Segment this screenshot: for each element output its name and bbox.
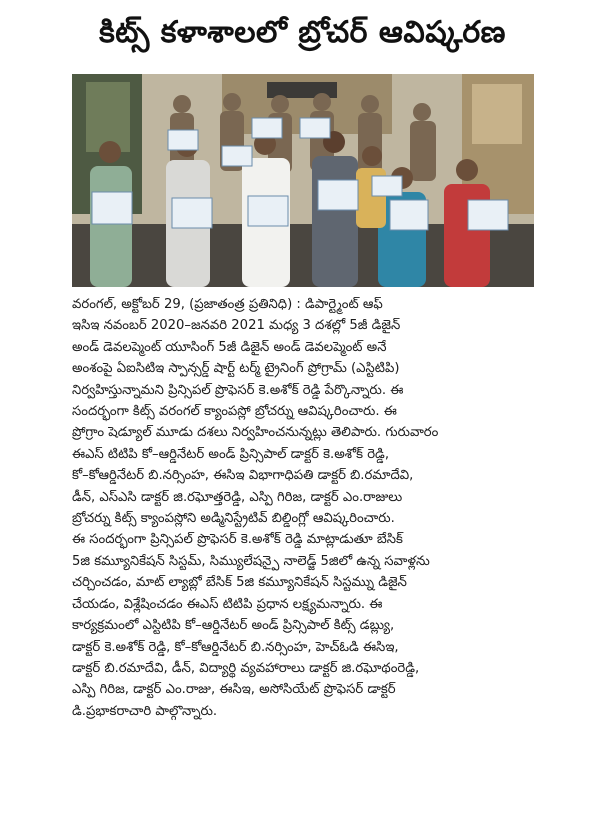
article-line: కో–కోఆర్డినేటర్ బి.నర్సింహ, ఈసిఇ విభాగాధిపతి డాక్టర్ బి.రమాదేవి, <box>72 468 414 484</box>
article-line: ఈ సందర్భంగా ప్రిన్సిపల్ ప్రొఫెసర్ కె.అశోక్ రెడ్డి మాట్లాడుతూ బేసిక్ <box>72 532 403 548</box>
article-line: సందర్భంగా కిట్స్ వరంగల్ క్యాంపస్లో బ్రోచర్ను ఆవిష్కరించారు. ఈ <box>72 404 397 420</box>
article-line: డీన్, ఎస్ఎసి డాక్టర్ జి.రఘోత్తరెడ్డి, ఎస్పి గిరిజ, డాక్టర్ ఎం.రాజులు <box>72 489 403 505</box>
article-line: ఇసిఇ నవంబర్ 2020–జనవరి 2021 మధ్య 3 దశల్లో 5జీ డిజైన్ <box>72 318 401 334</box>
article-line: డాక్టర్ బి.రమాదేవి, డీన్, విద్యార్థి వ్యవహారాలు డాక్టర్ జి.రఘోథంరెడ్డి, <box>72 660 420 676</box>
article-line: 5జి కమ్యూనికేషన్ సిస్టమ్, సిమ్యులేషన్పై నాలెడ్జ్ 5జిలో ఉన్న సవాళ్లను <box>72 553 430 569</box>
news-photo <box>72 74 534 287</box>
article-line: ఈఎస్ టిటిపి కో–ఆర్డినేటర్ అండ్ ప్రిన్సిపాల్ డాక్టర్ కె.అశోక్ రెడ్డి, <box>72 446 390 462</box>
article-line: నిర్వహిస్తున్నామని ప్రిన్సిపల్ ప్రొఫెసర్ కె.అశోక్ రెడ్డి పేర్కొన్నారు. ఈ <box>72 382 404 398</box>
article-line: డాక్టర్ కె.అశోక్ రెడ్డి, కో–కోఆర్డినేటర్ బి.నర్సింహ, హెచ్ఓడి ఈసిఇ, <box>72 639 399 655</box>
article-line: చేయడం, విశ్లేషించడం ఈఎస్ టిటిపి ప్రధాన లక్ష్యమన్నారు. ఈ <box>72 596 383 612</box>
article-body <box>72 294 536 722</box>
group-photo-illustration <box>72 74 534 287</box>
headline: కిట్స్ కళాశాలలో బ్రోచర్ ఆవిష్కరణ <box>99 15 506 50</box>
article-line: ప్రోగ్రాం షెడ్యూల్ మూడు దశలు నిర్వహించనున్నట్లు తెలిపారు. గురువారం <box>72 425 439 441</box>
article-line: వరంగల్, అక్టోబర్ 29, (ప్రజాతంత్ర ప్రతినిధి) : డిపార్ట్మెంట్ ఆఫ్ <box>72 297 383 312</box>
article-line: డి.ప్రభాకరాచారి పాల్గొన్నారు. <box>72 703 218 719</box>
article-line: ఎస్పి గిరిజ, డాక్టర్ ఎం.రాజు, ఈసిఇ, అసోసియేట్ ప్రొఫెసర్ డాక్టర్ <box>72 682 396 698</box>
article-line: చర్చించడం, మాట్ ల్యాబ్లో బేసిక్ 5జి కమ్యూనికేషన్ సిస్టమ్ను డిజైన్ <box>72 575 407 591</box>
article-line: కార్యక్రమంలో ఎస్టిటిపి కో–ఆర్డినేటర్ అండ్ ప్రిన్సిపాల్ కిట్స్ డబ్ల్యు, <box>72 618 395 634</box>
article-line: బ్రోచర్ను కిట్స్ క్యాంపస్లోని అడ్మినిస్ట్రేటివ్ బిల్డింగ్లో ఆవిష్కరించారు. <box>72 511 395 527</box>
article-line: అంశంపై ఏఐసిటిఇ స్పాన్సర్డ్ షార్ట్ టర్మ్ ట్రైనింగ్ ప్రోగ్రామ్ (ఎస్టిటిపి) <box>72 361 400 377</box>
article-line: అండ్ డెవలప్మెంట్ యూసింగ్ 5జీ డిజైన్ అండ్ డెవలప్మెంట్ అనే <box>72 339 387 355</box>
